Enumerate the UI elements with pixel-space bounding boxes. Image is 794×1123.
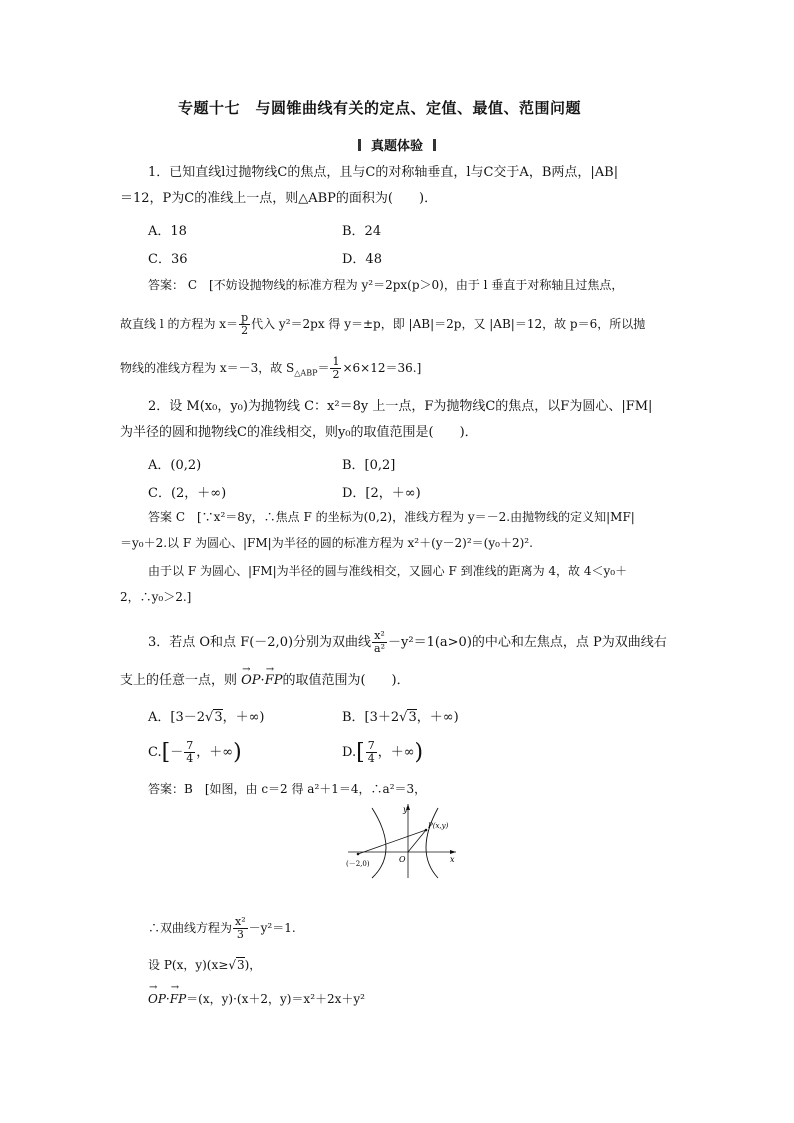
fraction-7-over-4: $\frac{7}{4}$ bbox=[367, 739, 375, 765]
hyperbola-figure bbox=[344, 802, 462, 880]
point-f-label: (－2,0) bbox=[346, 860, 370, 868]
q1-area-subscript: △ABP bbox=[294, 368, 318, 378]
q1-answer-line3 bbox=[120, 356, 421, 382]
sqrt-3: 3 bbox=[236, 958, 245, 972]
q2-option-a: A．(0,2) bbox=[148, 458, 202, 473]
q1-answer-line1: 答案： C [不妨设抛物线的标准方程为 y²＝2px(p＞0)，由于 l 垂直于对称轴且过焦点， bbox=[148, 278, 624, 292]
q3-option-b: B．[3＋2√3，＋∞) bbox=[342, 710, 459, 725]
heading-bar-left bbox=[358, 139, 361, 151]
point-f bbox=[357, 853, 360, 856]
q3-answer-line2: ∴双曲线方程为 $\frac{\text{x²}}{3}$ －y²＝1. bbox=[148, 915, 296, 941]
fraction-7-over-4: $\frac{7}{4}$ bbox=[186, 739, 194, 765]
q3-line1 bbox=[148, 630, 667, 655]
q2-option-b: B．[0,2] bbox=[342, 458, 396, 473]
q3-line2 bbox=[120, 672, 410, 690]
point-p-label: P(x,y) bbox=[428, 822, 449, 830]
q3-answer-line3: 设 P(x，y)(x≥√3)， bbox=[148, 958, 262, 972]
vector-op: → OP bbox=[148, 990, 166, 1008]
vector-fp: → FP bbox=[265, 672, 283, 690]
point-p bbox=[425, 829, 428, 832]
q3-option-c: C.[－ $\frac{7}{4}$ ，＋∞) bbox=[148, 739, 242, 765]
q1-option-c: C．36 bbox=[148, 252, 188, 267]
vector-fp: → FP bbox=[170, 990, 186, 1008]
q3-line2-text-b: 的取值范围为( )． bbox=[282, 673, 410, 688]
fraction-1-over-2: $\frac{1}{2}$ bbox=[332, 355, 340, 381]
fraction-x2-over-a2: $\frac{\text{x²}}{\text{a²}}$ bbox=[374, 629, 386, 655]
q1-line1: 1．已知直线l过抛物线C的焦点，且与C的对称轴垂直，l与C交于A，B两点，|AB| bbox=[148, 165, 619, 180]
q3-answer-line1: 答案：B [如图，由 c＝2 得 a²＋1＝4，∴a²＝3， bbox=[148, 782, 427, 796]
q2-line2: 为半径的圆和抛物线C的准线相交，则y₀的取值范围是( )． bbox=[120, 425, 478, 440]
q1-option-d: D．48 bbox=[342, 252, 382, 267]
page-title: 专题十七 与圆锥曲线有关的定点、定值、最值、范围问题 bbox=[178, 99, 582, 117]
q2-option-d: D．[2，＋∞) bbox=[342, 486, 421, 501]
heading-bar-right bbox=[433, 139, 436, 151]
q3-option-a: A．[3－2√3，＋∞) bbox=[148, 710, 265, 725]
q3-option-d: D.[ $\frac{7}{4}$ ，＋∞) bbox=[342, 739, 424, 765]
q1-option-a: A．18 bbox=[148, 224, 187, 239]
q1-answer-text-c: 物线的准线方程为 x＝－3，故 S bbox=[120, 361, 295, 375]
q3-answer-line4: → OP·→ FP＝(x，y)·(x＋2，y)＝x²＋2x＋y² bbox=[148, 990, 365, 1008]
q1-answer-text-d: ×6×12＝36.] bbox=[342, 361, 422, 375]
q2-option-c: C．(2，＋∞) bbox=[148, 486, 227, 501]
q2-answer-line4: 2，∴y₀＞2.] bbox=[120, 590, 192, 604]
q1-answer-text-a: 故直线 l 的方程为 x＝ bbox=[120, 317, 239, 331]
fraction-p-over-2: $\frac{p}{2}$ bbox=[241, 311, 249, 337]
q1-answer-eq: ＝ bbox=[317, 361, 330, 375]
q2-answer-line1: 答案 C [∵x²＝8y，∴焦点 F 的坐标为(0,2)，准线方程为 y＝－2.由抛物线的定义知|MF| bbox=[148, 510, 635, 524]
sqrt-3: 3 bbox=[408, 710, 417, 725]
q1-answer-line2 bbox=[120, 312, 645, 337]
q2-line1: 2．设 M(x₀，y₀)为抛物线 C：x²＝8y 上一点，F为抛物线C的焦点，以F为圆心、|FM| bbox=[148, 399, 653, 414]
q2-answer-line2: ＝y₀＋2.以 F 为圆心、|FM|为半径的圆的标准方程为 x²＋(y－2)²＝(y₀＋2)². bbox=[120, 536, 533, 550]
q3-line1-text-b: －y²＝1(a>0)的中心和左焦点，点 P为双曲线右 bbox=[388, 635, 667, 650]
hyperbola-right-branch bbox=[426, 808, 438, 878]
origin-label: O bbox=[399, 855, 406, 864]
q1-option-b: B．24 bbox=[342, 224, 382, 239]
q1-answer-text-b: 代入 y²＝2px 得 y＝±p，即 |AB|＝2p，又 |AB|＝12，故 p＝6，所以抛 bbox=[251, 317, 646, 331]
x-axis-label: x bbox=[450, 855, 455, 864]
section-heading-text: 真题体验 bbox=[370, 139, 423, 154]
x-axis-arrow bbox=[450, 850, 456, 854]
q3-line1-text-a: 3．若点 O和点 F(－2,0)分别为双曲线 bbox=[148, 635, 372, 650]
q3-line2-text-a: 支上的任意一点，则 bbox=[120, 673, 242, 688]
dot-operator: · bbox=[260, 673, 265, 688]
section-heading bbox=[0, 135, 794, 154]
sqrt-3: 3 bbox=[214, 710, 223, 725]
vector-op: → OP bbox=[241, 672, 260, 690]
hyperbola-left-branch bbox=[372, 808, 386, 878]
fraction-x2-over-3: $\frac{\text{x²}}{3}$ bbox=[235, 915, 246, 941]
y-axis-label: y bbox=[403, 805, 408, 814]
q1-line2: ＝12，P为C的准线上一点，则△ABP的面积为( )． bbox=[120, 191, 438, 206]
q2-answer-line3: 由于以 F 为圆心、|FM|为半径的圆与准线相交，又圆心 F 到准线的距离为 4，故 4＜y₀＋ bbox=[148, 564, 628, 578]
